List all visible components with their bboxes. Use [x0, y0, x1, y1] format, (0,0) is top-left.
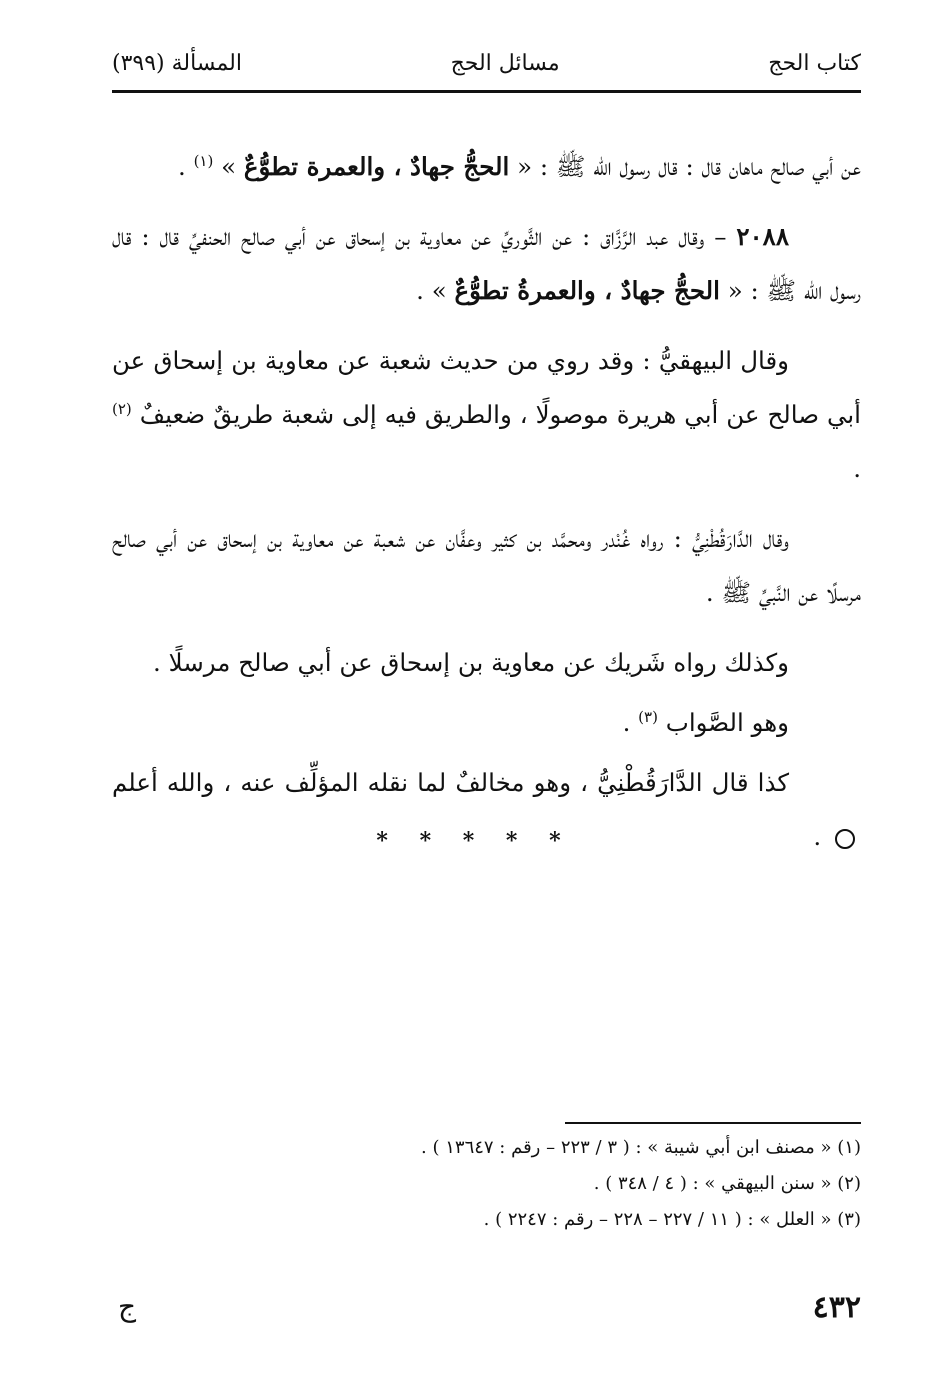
main-text	[112, 140, 861, 880]
paragraph-2088-end: » .	[416, 276, 455, 305]
header-question-number: المسألة (٣٩٩)	[112, 50, 242, 76]
footnotes	[112, 1130, 861, 1238]
paragraph-1	[112, 140, 861, 194]
paragraph-1-end: .	[177, 152, 194, 181]
paragraph-bayhaqi	[112, 334, 861, 496]
hadith-quote: الحجُّ جهادٌ ، والعمرة تطوُّعٌ	[243, 152, 510, 181]
paragraph-sharik: وكذلك رواه شَريك عن معاوية بن إسحاق عن أبي صالح مرسلًا .	[153, 648, 789, 677]
paragraph-2088-text: – وقال عبد الرَّزَّاق : عن الثَّوريِّ عن معاوية بن إسحاق عن أبي صالح الحنفيِّ قال : قال رسول الله ﷺ : «	[112, 222, 861, 305]
paragraph-conclusion-end: .	[813, 822, 829, 851]
signature-mark: ج	[118, 1290, 137, 1323]
paragraph-daraqutni: وقال الدَّارَقُطْنِيُّ : رواه غُنْدر ومحمَّد بن كثير وعفَّان عن شعبة عن معاوية بن إسحاق عن أبي صالح مرسلًا عن النَّبيِّ ﷺ .	[112, 524, 861, 607]
header-book-title: كتاب الحج	[768, 50, 861, 76]
paragraph-sawab-text: وهو الصَّواب	[665, 708, 789, 737]
footnote-1: (١) « مصنف ابن أبي شيبة » : ( ٣ / ٢٢٣ – رقم : ١٣٦٤٧ ) .	[421, 1137, 861, 1158]
paragraph-2088	[112, 210, 861, 318]
hadith-quote: الحجُّ جهادٌ ، والعمرةُ تطوُّعٌ	[454, 276, 720, 305]
footnote-rule	[565, 1122, 861, 1124]
running-header	[112, 46, 861, 80]
quote-close: »	[221, 152, 244, 181]
entry-number: ٢٠٨٨	[736, 222, 789, 251]
header-section-title: مسائل الحج	[450, 50, 560, 76]
page-number: ٤٣٢	[812, 1290, 861, 1325]
footnote-marker-3: (٣)	[638, 707, 658, 726]
footnote-2: (٢) « سنن البيهقي » : ( ٤ / ٣٤٨ ) .	[593, 1173, 861, 1194]
paragraph-conclusion-text: كذا قال الدَّارَقُطْنِيُّ ، وهو مخالفٌ لما نقله المؤلِّف عنه ، والله أعلم	[112, 768, 789, 797]
paragraph-bayhaqi-end: .	[853, 454, 861, 483]
paragraph-bayhaqi-text: وقال البيهقيُّ : وقد روي من حديث شعبة عن معاوية بن إسحاق عن أبي صالح عن أبي هريرة موصولًا ، والطريق فيه إلى شعبة طريقٌ ضعيفٌ	[112, 346, 861, 429]
section-separator: * * * * *	[376, 828, 573, 854]
paragraph-1-text: عن أبي صالح ماهان قال : قال رسول الله ﷺ : «	[509, 152, 861, 181]
paragraph-sawab	[112, 696, 861, 750]
footnote-marker-2: (٢)	[112, 399, 132, 418]
footnote-marker-1: (١)	[193, 151, 214, 170]
footnote-3: (٣) « العلل » : ( ١١ / ٢٢٧ – ٢٢٨ – رقم : ٢٢٤٧ ) .	[483, 1209, 861, 1230]
header-rule	[112, 90, 861, 93]
paragraph-sawab-end: .	[622, 708, 639, 737]
